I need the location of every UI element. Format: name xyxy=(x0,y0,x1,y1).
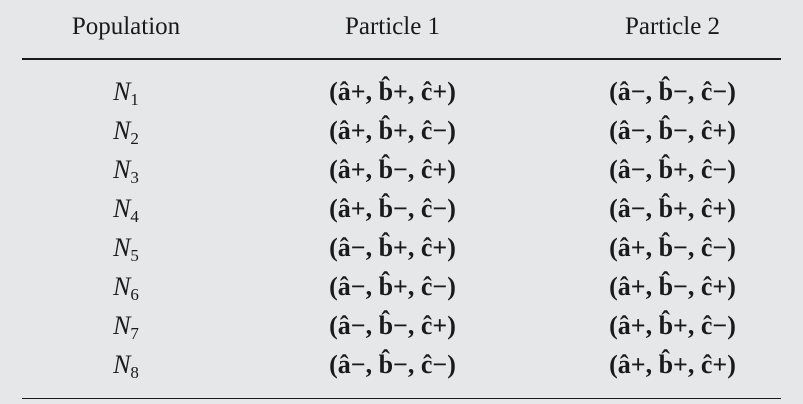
particle-1-cell: (â−, b̂+, ĉ+) xyxy=(329,233,456,262)
particle-2-cell: (â−, b̂+, ĉ+) xyxy=(609,194,736,223)
particle-1-cell: (â+, b̂−, ĉ+) xyxy=(329,155,456,184)
particle-2-cell: (â−, b̂+, ĉ−) xyxy=(609,155,736,184)
population-cell: $N_3$ xyxy=(113,155,139,187)
population-cell: $N_8$ xyxy=(113,350,139,382)
table-row xyxy=(0,309,803,348)
table-row xyxy=(0,114,803,153)
population-cell: $N_6$ xyxy=(113,272,139,304)
table-row xyxy=(0,231,803,270)
particle-2-cell: (â+, b̂−, ĉ−) xyxy=(609,233,736,262)
particle-2-cell: (â+, b̂−, ĉ+) xyxy=(609,272,736,301)
population-cell: $N_2$ xyxy=(113,116,139,148)
population-cell: $N_7$ xyxy=(113,311,139,343)
particle-1-cell: (â+, b̂+, ĉ−) xyxy=(329,116,456,145)
header-particle-2: Particle 2 xyxy=(624,13,721,40)
particle-2-cell: (â+, b̂+, ĉ−) xyxy=(609,311,736,340)
population-cell: $N_1$ xyxy=(113,77,139,109)
population-cell: $N_4$ xyxy=(113,194,139,226)
particle-1-cell: (â−, b̂−, ĉ+) xyxy=(329,311,456,340)
table-row xyxy=(0,75,803,114)
header-particle-1: Particle 1 xyxy=(344,13,441,40)
particle-1-cell: (â−, b̂−, ĉ−) xyxy=(329,350,456,379)
table-bottom-rule xyxy=(22,398,781,399)
particle-1-cell: (â+, b̂+, ĉ+) xyxy=(329,77,456,106)
particle-2-cell: (â−, b̂−, ĉ−) xyxy=(609,77,736,106)
header-population: Population xyxy=(71,13,181,40)
particle-1-cell: (â−, b̂+, ĉ−) xyxy=(329,272,456,301)
table-top-rule xyxy=(22,58,781,60)
table-row xyxy=(0,348,803,387)
particle-2-cell: (â−, b̂−, ĉ+) xyxy=(609,116,736,145)
particle-1-cell: (â+, b̂−, ĉ−) xyxy=(329,194,456,223)
table-row xyxy=(0,192,803,231)
table-row xyxy=(0,153,803,192)
table-row xyxy=(0,270,803,309)
population-cell: $N_5$ xyxy=(113,233,139,265)
particle-2-cell: (â+, b̂+, ĉ+) xyxy=(609,350,736,379)
